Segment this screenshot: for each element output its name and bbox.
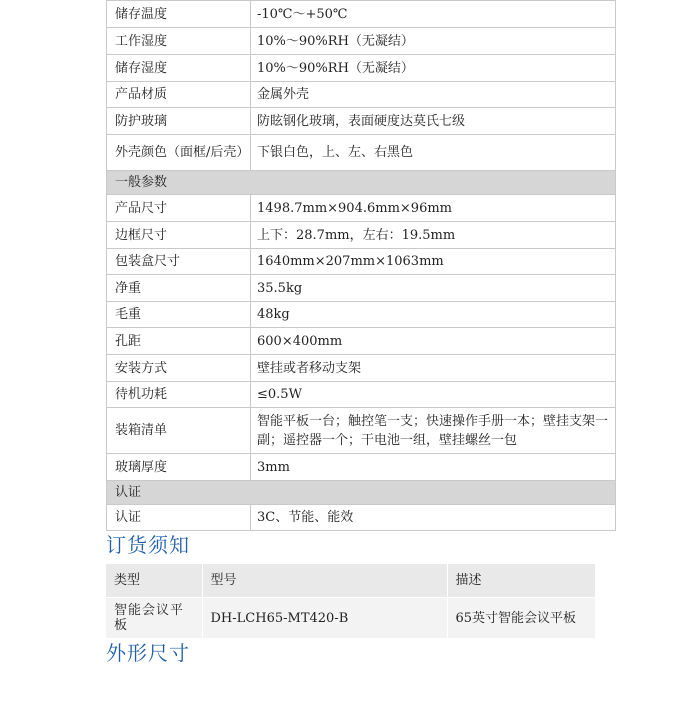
spec-value: 1640mm×207mm×1063mm: [251, 249, 616, 275]
column-header-description: 描述: [447, 564, 595, 598]
order-type-cell: 智能会议平板: [106, 598, 202, 639]
spec-value: 智能平板一台；触控笔一支；快速操作手册一本；壁挂支架一副；遥控器一个；干电池一组，壁挂螺丝一包: [251, 408, 616, 454]
table-row: [107, 55, 616, 82]
spec-value: 1498.7mm×904.6mm×96mm: [251, 195, 616, 222]
spec-value: 48kg: [251, 302, 616, 328]
spec-value: 3C、节能、能效: [251, 505, 616, 531]
table-row: [107, 195, 616, 222]
spec-value: 600×400mm: [251, 328, 616, 355]
order-header-row: [106, 564, 595, 598]
table-row: [107, 249, 616, 275]
table-row: [107, 382, 616, 408]
table-row: [107, 108, 616, 135]
spec-label: 毛重: [107, 302, 251, 328]
table-row: [107, 222, 616, 249]
table-row: [107, 355, 616, 382]
table-row: [106, 598, 595, 639]
spec-label: 安装方式: [107, 355, 251, 382]
order-description-cell: 65英寸智能会议平板: [447, 598, 595, 639]
table-row: [107, 302, 616, 328]
table-row: [107, 82, 616, 108]
section-header-row: [107, 481, 616, 505]
spec-value: ≤0.5W: [251, 382, 616, 408]
spec-value: 10%～90%RH（无凝结）: [251, 55, 616, 82]
spec-label: 装箱清单: [107, 408, 251, 454]
spec-value: -10℃～+50℃: [251, 1, 616, 28]
table-row: [107, 28, 616, 55]
spec-label: 产品尺寸: [107, 195, 251, 222]
spec-value: 10%～90%RH（无凝结）: [251, 28, 616, 55]
section-header-row: [107, 171, 616, 195]
spec-value: 防眩钢化玻璃，表面硬度达莫氏七级: [251, 108, 616, 135]
table-row: [107, 275, 616, 302]
spec-label: 包装盒尺寸: [107, 249, 251, 275]
section-header: 认证: [107, 481, 616, 505]
spec-value: 壁挂或者移动支架: [251, 355, 616, 382]
order-table: [106, 564, 595, 638]
order-model-cell: DH-LCH65-MT420-B: [202, 598, 447, 639]
dimensions-section-title: 外形尺寸: [106, 641, 190, 665]
spec-label: 净重: [107, 275, 251, 302]
spec-label: 工作湿度: [107, 28, 251, 55]
table-row: [107, 328, 616, 355]
table-row: [107, 135, 616, 171]
spec-label: 待机功耗: [107, 382, 251, 408]
table-row: [107, 505, 616, 531]
spec-label: 储存温度: [107, 1, 251, 28]
spec-label: 外壳颜色（面框/后壳）: [107, 135, 251, 171]
table-row: [107, 1, 616, 28]
spec-value: 上下：28.7mm，左右：19.5mm: [251, 222, 616, 249]
spec-value: 3mm: [251, 454, 616, 481]
spec-label: 认证: [107, 505, 251, 531]
spec-value: 金属外壳: [251, 82, 616, 108]
spec-label: 储存湿度: [107, 55, 251, 82]
spec-value: 下银白色，上、左、右黑色: [251, 135, 616, 171]
column-header-model: 型号: [202, 564, 447, 598]
spec-label: 防护玻璃: [107, 108, 251, 135]
spec-label: 产品材质: [107, 82, 251, 108]
table-row: [107, 454, 616, 481]
table-row: [107, 408, 616, 454]
spec-label: 孔距: [107, 328, 251, 355]
spec-table: [106, 0, 616, 531]
order-section-title: 订货须知: [106, 533, 190, 557]
column-header-type: 类型: [106, 564, 202, 598]
spec-label: 边框尺寸: [107, 222, 251, 249]
spec-value: 35.5kg: [251, 275, 616, 302]
section-header: 一般参数: [107, 171, 616, 195]
spec-label: 玻璃厚度: [107, 454, 251, 481]
